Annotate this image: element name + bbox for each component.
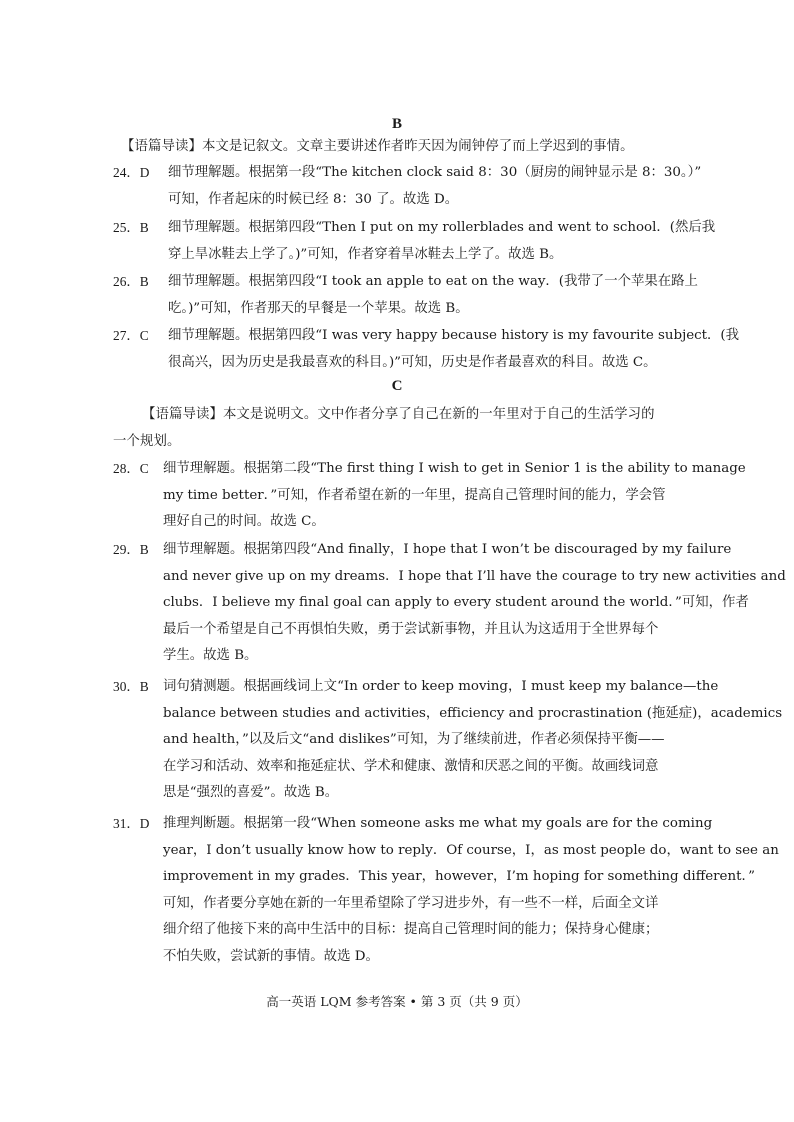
answer-number: 27．C xyxy=(113,328,149,343)
explanation-line: 很高兴，因为历史是我最喜欢的科目。)”可知，历史是作者最喜欢的科目。故选 C。 xyxy=(168,354,657,370)
answer-explanation xyxy=(168,269,698,322)
answer-item-24 xyxy=(113,160,702,213)
answer-number: 25．B xyxy=(113,220,149,235)
answer-item-27 xyxy=(113,323,740,376)
answer-explanation xyxy=(163,537,786,670)
answer-explanation xyxy=(163,674,783,807)
explanation-line: 细节理解题。根据第一段“The kitchen clock said 8：30（厨房的闹钟显示是 8：30。）” xyxy=(168,165,702,180)
explanation-line: and health，”以及后文“and dislikes”可知，为了继续前进，作者必须保持平衡—— xyxy=(163,732,665,747)
explanation-line: 细介绍了他接下来的高中生活中的目标：提高自己管理时间的能力；保持身心健康； xyxy=(163,922,659,937)
explanation-line: year，I don’t usually know how to reply．Of course，I，as most people do，want to see an xyxy=(163,842,779,858)
explanation-line: 在学习和活动、效率和拖延症状、学术和健康、激情和厌恶之间的平衡。故画线词意 xyxy=(163,758,659,774)
answer-item-30 xyxy=(113,674,783,807)
explanation-line: 细节理解题。根据第二段“The first thing I wish to get in Senior 1 is the ability to manage xyxy=(163,461,746,476)
explanation-line: 思是“强烈的喜爱”。故选 B。 xyxy=(163,785,339,800)
explanation-line: 不怕失败，尝试新的事情。故选 D。 xyxy=(163,948,379,964)
section-b-intro: 【语篇导读】本文是记叙文。文章主要讲述作者昨天因为闹钟停了而上学迟到的事情。 xyxy=(121,139,634,154)
answer-number: 24．D xyxy=(113,165,150,180)
explanation-line: balance between studies and activities，efficiency and procrastination (拖延症)，academics xyxy=(163,705,783,721)
intro-line: 一个规划。 xyxy=(113,434,181,449)
answer-number: 31．D xyxy=(113,816,150,831)
explanation-line: 可知，作者要分享她在新的一年里希望除了学习进步外，有一些不一样，后面全文详 xyxy=(163,895,659,911)
answer-item-29 xyxy=(113,537,786,670)
answer-explanation xyxy=(168,215,716,268)
explanation-line: 学生。故选 B。 xyxy=(163,648,258,663)
explanation-line: improvement in my grades．This year，however，I’m hoping for something different．” xyxy=(163,869,755,884)
answer-explanation xyxy=(168,323,740,376)
section-c-heading: C xyxy=(391,378,403,394)
answer-item-26 xyxy=(113,269,698,322)
explanation-line: 细节理解题。根据第四段“And finally，I hope that I won’t be discouraged by my failure xyxy=(163,542,732,557)
section-b-heading: B xyxy=(391,116,402,132)
explanation-line: 推理判断题。根据第一段“When someone asks me what my goals are for the coming xyxy=(163,816,713,831)
explanation-line: my time better．”可知，作者希望在新的一年里，提高自己管理时间的能力，学会管 xyxy=(163,487,666,503)
explanation-line: 穿上旱冰鞋去上学了。)”可知，作者穿着旱冰鞋去上学了。故选 B。 xyxy=(168,246,563,262)
explanation-line: 细节理解题。根据第四段“I was very happy because history is my favourite subject．(我 xyxy=(168,328,740,343)
explanation-line: 细节理解题。根据第四段“Then I put on my rollerblades and went to school．(然后我 xyxy=(168,220,716,235)
explanation-line: 可知，作者起床的时候已经 8：30 了。故选 D。 xyxy=(168,191,459,207)
answer-item-25 xyxy=(113,215,716,268)
explanation-line: 词句猜测题。根据画线词上文“In order to keep moving，I must keep my balance—the xyxy=(163,679,719,694)
answer-number: 29．B xyxy=(113,542,149,557)
explanation-line: 吃。)”可知，作者那天的早餐是一个苹果。故选 B。 xyxy=(168,300,469,316)
explanation-line: 细节理解题。根据第四段“I took an apple to eat on the way．(我带了一个苹果在路上 xyxy=(168,274,698,289)
page-footer: 高一英语 LQM 参考答案 • 第 3 页（共 9 页） xyxy=(266,994,528,1009)
answer-number: 28．C xyxy=(113,461,149,476)
answer-number: 30．B xyxy=(113,679,149,694)
answer-explanation xyxy=(163,811,779,970)
intro-line: 【语篇导读】本文是说明文。文中作者分享了自己在新的一年里对于自己的生活学习的 xyxy=(142,407,655,422)
explanation-line: 理好自己的时间。故选 C。 xyxy=(163,514,325,529)
answer-explanation xyxy=(163,456,746,536)
answer-item-28 xyxy=(113,456,746,536)
answer-number: 26．B xyxy=(113,274,149,289)
explanation-line: 最后一个希望是自己不再惧怕失败，勇于尝试新事物，并且认为这适用于全世界每个 xyxy=(163,621,659,637)
section-c-intro xyxy=(113,401,685,455)
answer-item-31 xyxy=(113,811,779,970)
explanation-line: clubs．I believe my final goal can apply to every student around the world．”可知，作者 xyxy=(163,595,749,610)
explanation-line: and never give up on my dreams．I hope that I’ll have the courage to try new activities and xyxy=(163,568,786,584)
answer-explanation xyxy=(168,160,702,213)
